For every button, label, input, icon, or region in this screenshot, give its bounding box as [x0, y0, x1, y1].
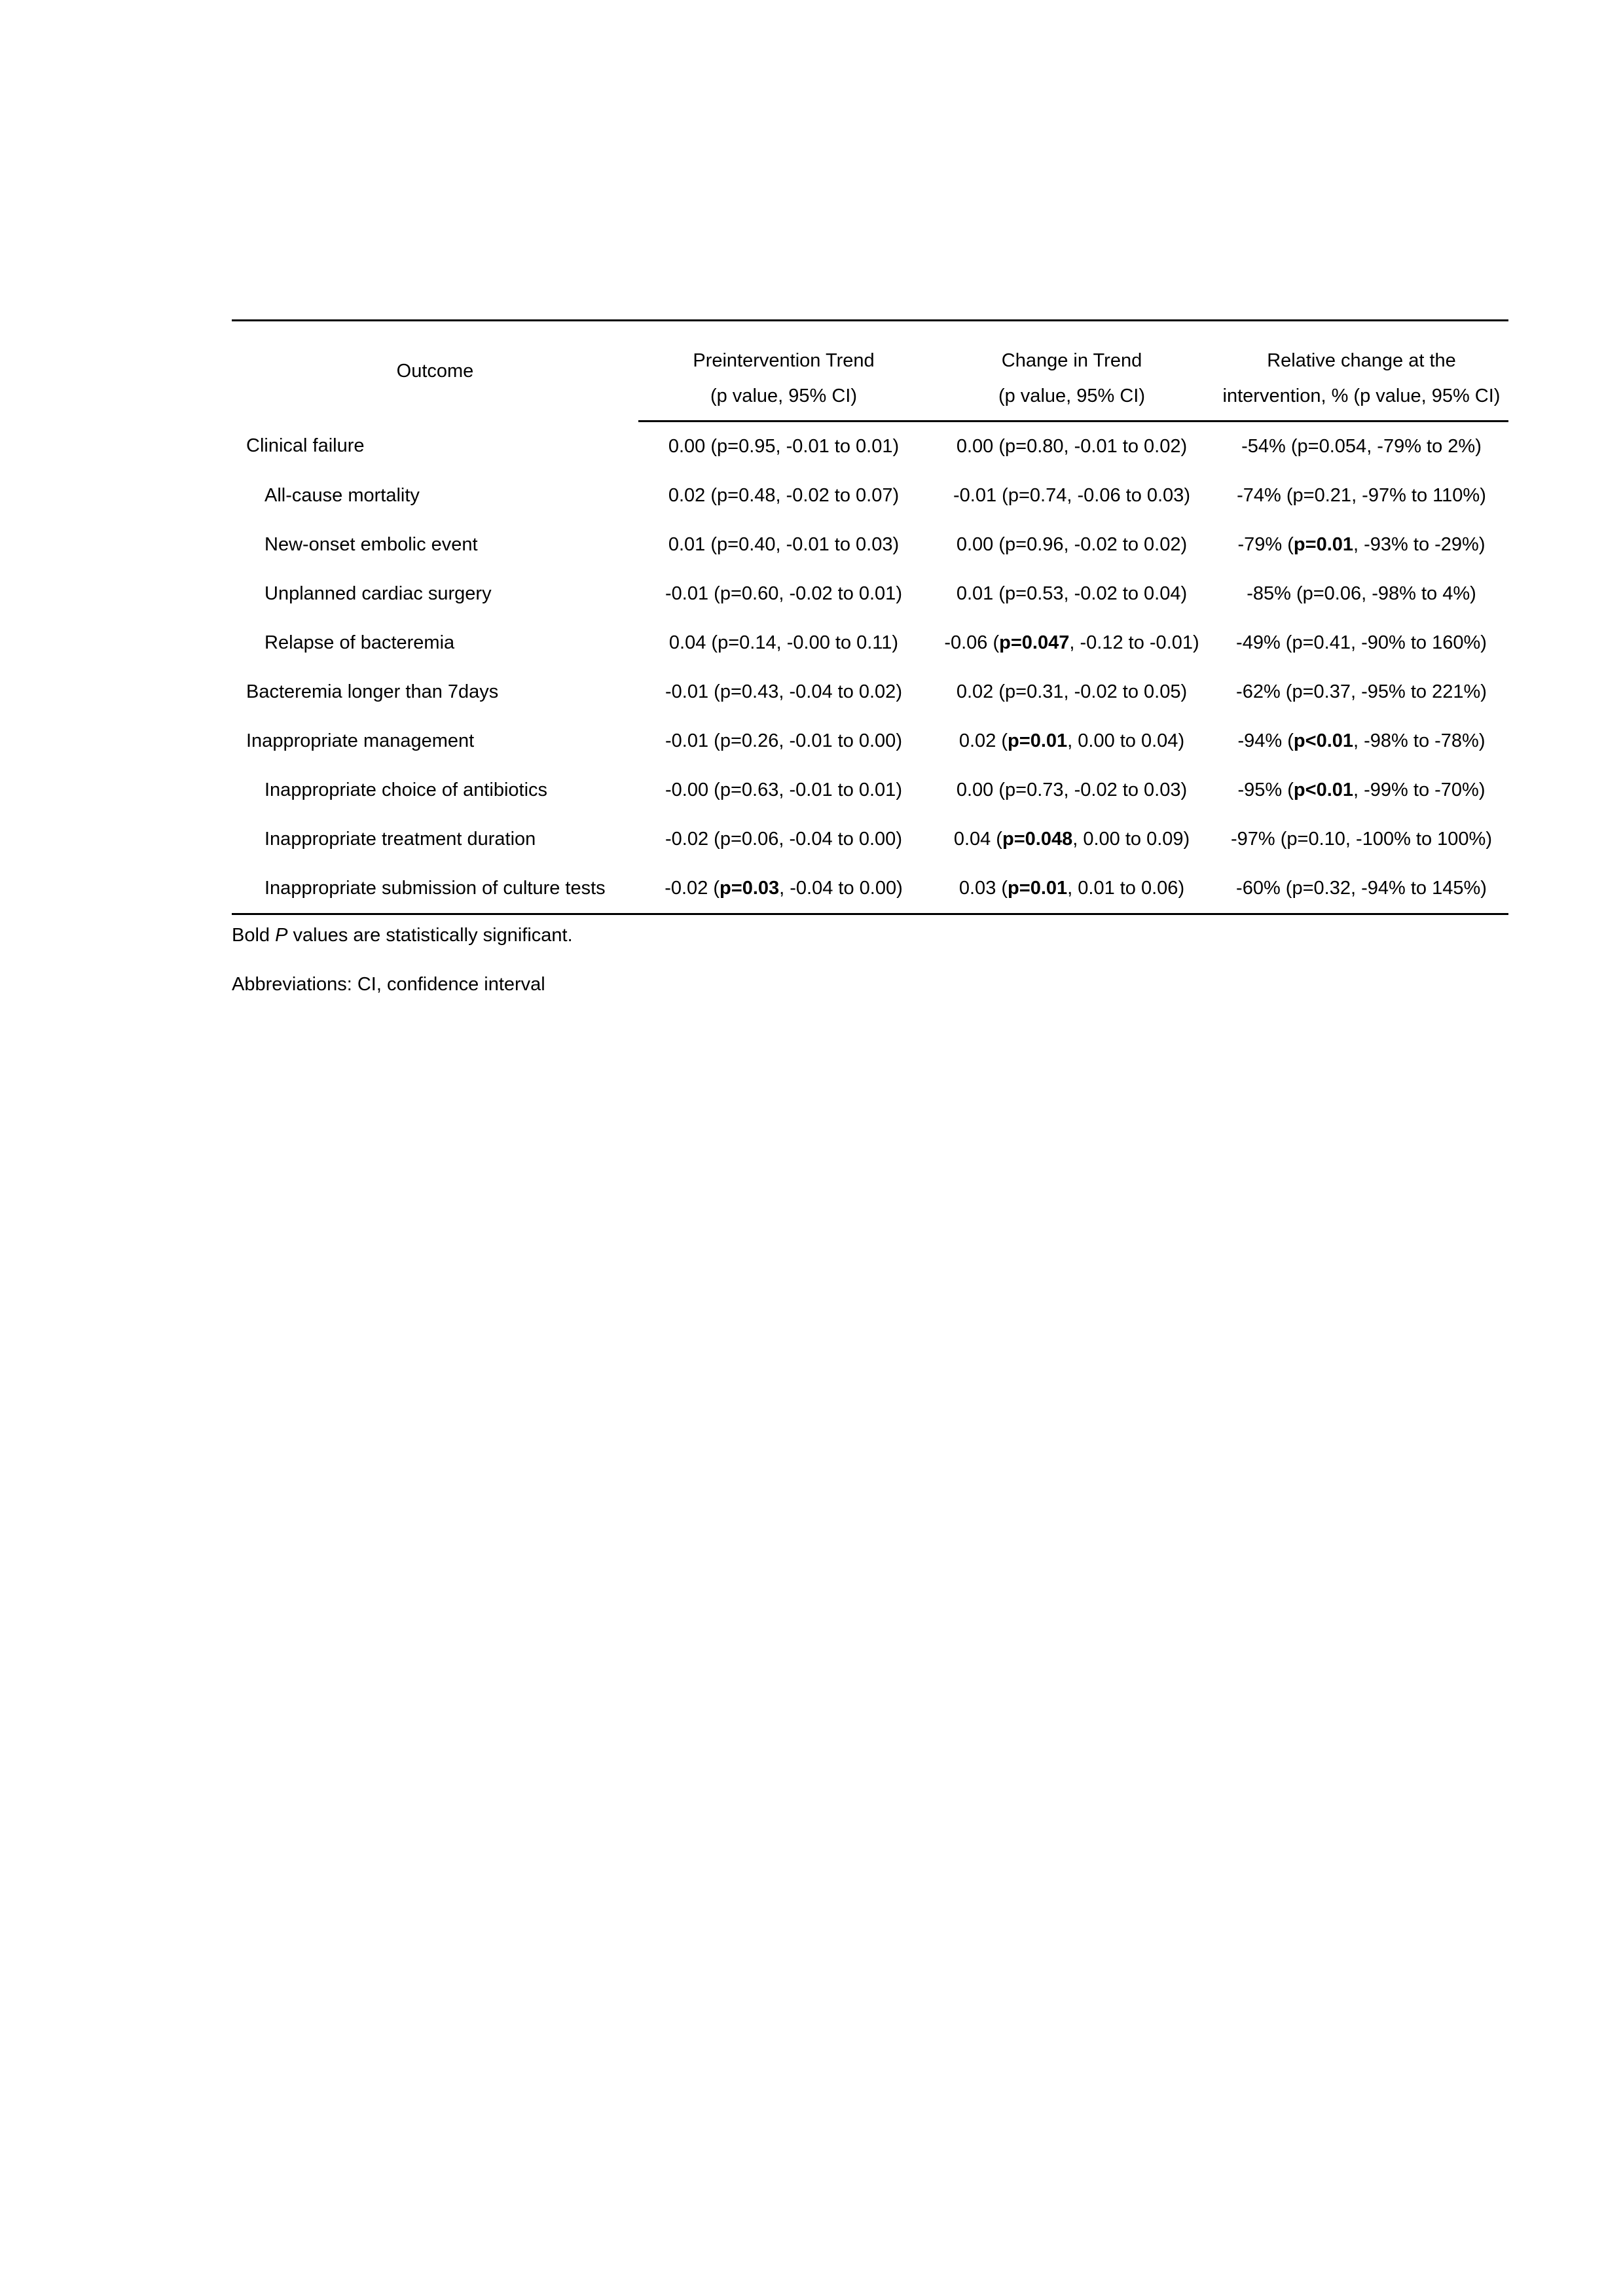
significance-note: Bold P values are statistically significant.: [232, 925, 573, 946]
table-body: [232, 422, 1508, 914]
cell-preintervention: -0.01 (p=0.26, -0.01 to 0.00): [665, 730, 902, 751]
cell-preintervention: 0.00 (p=0.95, -0.01 to 0.01): [668, 436, 900, 457]
cell-relative: -62% (p=0.37, -95% to 221%): [1236, 681, 1487, 702]
cell-relative: -49% (p=0.41, -90% to 160%): [1236, 632, 1487, 653]
cell-relative: -54% (p=0.054, -79% to 2%): [1241, 436, 1482, 457]
header-preintervention-subtitle: (p value, 95% CI): [638, 372, 929, 422]
row-label: Inappropriate management: [246, 730, 475, 751]
cell-preintervention: -0.02 (p=0.06, -0.04 to 0.00): [665, 829, 902, 850]
row-label: Unplanned cardiac surgery: [264, 583, 492, 604]
cell-change: 0.01 (p=0.53, -0.02 to 0.04): [956, 583, 1188, 604]
cell-preintervention: -0.01 (p=0.60, -0.02 to 0.01): [665, 583, 902, 604]
cell-relative: -79% (p=0.01, -93% to -29%): [1237, 534, 1486, 555]
significant-p-value: p=0.047: [999, 632, 1070, 653]
significant-p-value: p=0.01: [1008, 730, 1068, 751]
cell-change: 0.02 (p=0.31, -0.02 to 0.05): [956, 681, 1188, 702]
table-row: [232, 422, 1508, 472]
cell-change: 0.00 (p=0.73, -0.02 to 0.03): [956, 780, 1188, 800]
row-label: Inappropriate submission of culture tests: [232, 864, 638, 914]
cell-change: 0.02 (p=0.01, 0.00 to 0.04): [958, 730, 1185, 751]
cell-relative: -85% (p=0.06, -98% to 4%): [1247, 583, 1476, 604]
header-preintervention-trend: Preintervention Trend: [638, 321, 929, 373]
significant-p-value: p=0.01: [1293, 534, 1354, 555]
row-label: Bacteremia longer than 7days: [246, 681, 499, 702]
row-label: New-onset embolic event: [264, 534, 478, 555]
header-relative-change: Relative change at the: [1214, 321, 1508, 373]
table-row: [232, 766, 1508, 815]
table-row: [232, 520, 1508, 569]
cell-preintervention: 0.02 (p=0.48, -0.02 to 0.07): [668, 485, 900, 506]
cell-change: 0.03 (p=0.01, 0.01 to 0.06): [929, 864, 1214, 914]
cell-relative: -97% (p=0.10, -100% to 100%): [1230, 829, 1492, 850]
header-relative-subtitle: intervention, % (p value, 95% CI): [1214, 372, 1508, 422]
results-table: [232, 319, 1508, 915]
table-row: [232, 815, 1508, 864]
cell-change: -0.01 (p=0.74, -0.06 to 0.03): [953, 485, 1190, 506]
cell-relative: -74% (p=0.21, -97% to 110%): [1237, 485, 1486, 506]
significant-p-value: p<0.01: [1293, 780, 1354, 800]
significant-p-value: p=0.03: [720, 878, 780, 899]
table-row: [232, 864, 1508, 914]
table-row: [232, 471, 1508, 520]
cell-relative: -94% (p<0.01, -98% to -78%): [1237, 730, 1486, 751]
table-row: [232, 569, 1508, 619]
header-change-subtitle: (p value, 95% CI): [929, 372, 1214, 422]
table-row: [232, 717, 1508, 766]
row-label: Inappropriate treatment duration: [264, 829, 536, 850]
significant-p-value: p=0.048: [1002, 829, 1073, 850]
row-label: Relapse of bacteremia: [264, 632, 455, 653]
table-row: [232, 619, 1508, 668]
row-label: Clinical failure: [246, 435, 365, 457]
cell-relative: -95% (p<0.01, -99% to -70%): [1237, 780, 1486, 800]
cell-preintervention: 0.04 (p=0.14, -0.00 to 0.11): [668, 632, 899, 653]
table-header: [232, 321, 1508, 422]
header-change-in-trend: Change in Trend: [929, 321, 1214, 373]
cell-change: -0.06 (p=0.047, -0.12 to -0.01): [944, 632, 1199, 653]
cell-preintervention: -0.02 (p=0.03, -0.04 to 0.00): [638, 864, 929, 914]
row-label: All-cause mortality: [264, 485, 420, 506]
significant-p-value: p=0.01: [1008, 878, 1068, 899]
row-label: Inappropriate choice of antibiotics: [264, 780, 548, 800]
cell-change: 0.00 (p=0.96, -0.02 to 0.02): [956, 534, 1188, 555]
cell-preintervention: -0.00 (p=0.63, -0.01 to 0.01): [665, 780, 902, 800]
table-row: [232, 668, 1508, 717]
header-outcome: Outcome: [232, 321, 638, 422]
cell-preintervention: 0.01 (p=0.40, -0.01 to 0.03): [668, 534, 900, 555]
significant-p-value: p<0.01: [1293, 730, 1354, 751]
cell-relative: -60% (p=0.32, -94% to 145%): [1214, 864, 1508, 914]
cell-change: 0.04 (p=0.048, 0.00 to 0.09): [953, 829, 1190, 850]
abbreviations-note: Abbreviations: CI, confidence interval: [232, 974, 545, 995]
cell-change: 0.00 (p=0.80, -0.01 to 0.02): [956, 436, 1188, 457]
cell-preintervention: -0.01 (p=0.43, -0.04 to 0.02): [665, 681, 902, 702]
